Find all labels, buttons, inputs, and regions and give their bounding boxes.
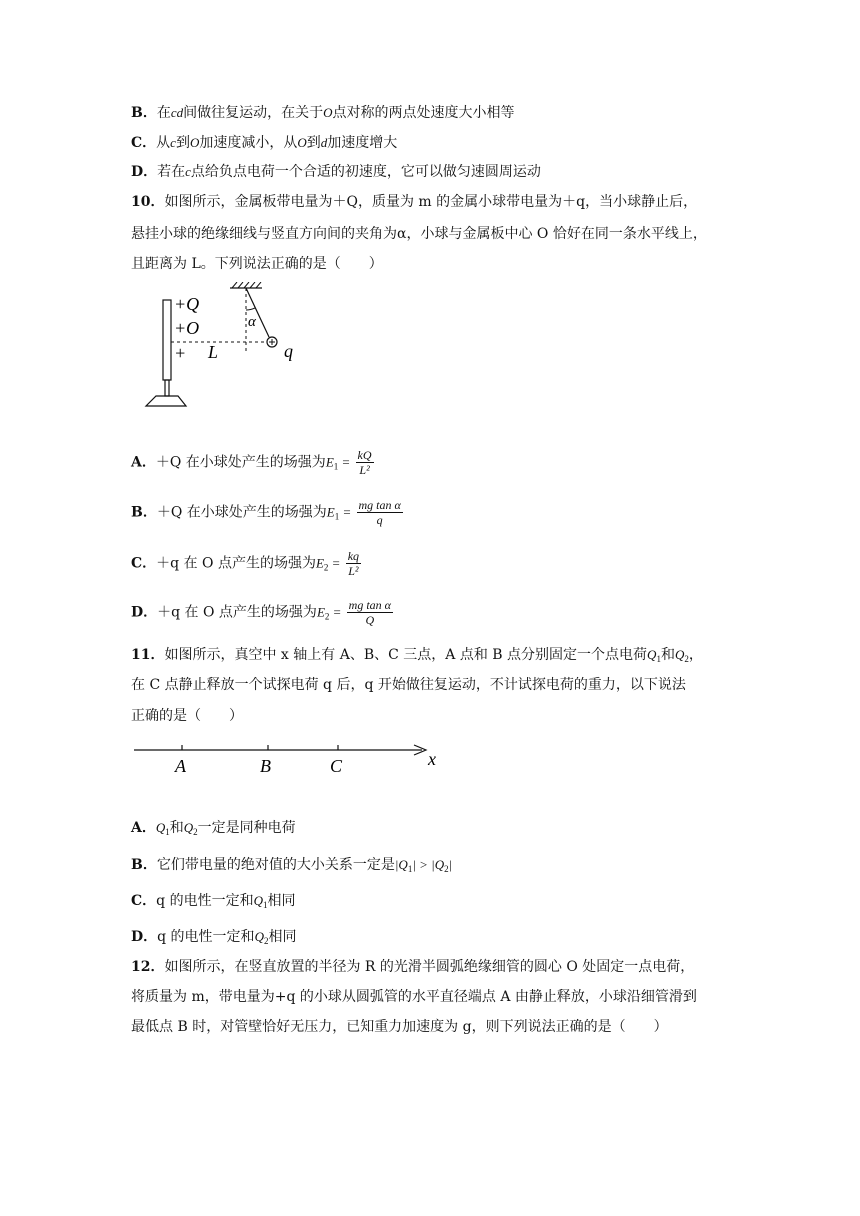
q11-option-c: C．q 的电性一定和$Q_1$相同: [131, 893, 296, 910]
text: 相同: [267, 893, 296, 909]
text: 在: [156, 105, 171, 121]
fraction: [356, 448, 374, 477]
q9-option-d: [131, 162, 541, 182]
label-plus-o: +O: [174, 318, 200, 338]
var: d: [320, 135, 328, 150]
denominator: q: [376, 513, 383, 527]
option-text: ＋Q 在小球处产生的场强为: [156, 504, 327, 521]
option-text: q 的电性一定和: [156, 893, 254, 909]
option-text: q 的电性一定和: [157, 929, 255, 945]
denominator: L²: [348, 564, 359, 578]
var: E: [326, 504, 335, 520]
label-plus: +: [174, 343, 187, 363]
numerator: mg tan α: [358, 498, 401, 512]
q12-line3: [131, 1017, 668, 1037]
question-text: 最低点 B 时，对管壁恰好无压力，已知重力加速度为 g，则下列说法正确的是（ ）: [131, 1019, 668, 1035]
option-letter: B．: [131, 504, 157, 521]
var: cd: [170, 105, 184, 120]
text: 若在: [157, 164, 186, 180]
fraction: [346, 549, 361, 578]
q10-option-c: C．＋q 在 O 点产生的场强为$E_2$ = $\frac{kq}{\text{L²}}$: [131, 549, 360, 578]
q11-line1: 11．如图所示，真空中 x 轴上有 A、B、C 三点，A 点和 B 点分别固定一个点电荷$Q_1$和$Q_2$，: [131, 647, 703, 664]
option-letter: C．: [131, 555, 157, 572]
text: 和: [660, 647, 675, 663]
option-letter: B．: [131, 857, 157, 873]
text: 到: [175, 135, 190, 151]
option-letter: D．: [131, 604, 158, 621]
text: 加速度增大: [327, 135, 398, 151]
q10-option-d: D．＋q 在 O 点产生的场强为$E_2$ = $\frac{\text{mg tan α}}{Q}$: [131, 598, 391, 627]
fraction: [347, 598, 393, 627]
var: E: [316, 604, 325, 620]
question-text: 如图所示，在竖直放置的半径为 R 的光滑半圆弧绝缘细管的圆心 O 处固定一点电荷，: [164, 959, 695, 975]
question-text: 且距离为 L。下列说法正确的是（ ）: [131, 256, 383, 272]
var: c: [170, 135, 176, 150]
angle-arc: [246, 308, 255, 310]
expr: | > |Q: [412, 857, 445, 872]
question-text: 将质量为 m，带电量为+q 的小球从圆弧管的水平直径端点 A 由静止释放，小球沿细管滑到: [131, 989, 697, 1005]
q9-option-c: [131, 133, 397, 153]
text: 相同: [268, 929, 297, 945]
label-A: A: [175, 756, 186, 776]
option-text: ＋q 在 O 点产生的场强为: [156, 555, 316, 572]
option-letter: A．: [131, 454, 156, 471]
numerator: kQ: [357, 448, 372, 462]
var: E: [315, 555, 324, 571]
option-letter: B．: [131, 105, 157, 121]
question-text: 如图所示，真空中 x 轴上有 A、B、C 三点，A 点和 B 点分别固定一个点电荷: [164, 647, 648, 663]
option-text: ＋q 在 O 点产生的场强为: [157, 604, 317, 621]
text: 间做往复运动，在关于: [183, 105, 324, 121]
question-text: 正确的是（ ）: [131, 708, 243, 724]
option-text: 它们带电量的绝对值的大小关系一定是: [156, 857, 395, 873]
plate-stand: [165, 380, 169, 396]
q11-axis-figure: [134, 738, 444, 778]
var: Q: [674, 647, 685, 662]
var: c: [185, 164, 191, 179]
var: O: [189, 135, 200, 150]
option-letter: D．: [131, 164, 158, 180]
expr: |: [448, 857, 453, 872]
var: Q: [647, 647, 657, 662]
q12-line2: [131, 987, 697, 1007]
var: O: [323, 105, 333, 120]
var: Q: [254, 929, 264, 944]
text: 加速度减小，从: [199, 135, 298, 151]
text: 和: [169, 820, 184, 836]
expr: |Q: [394, 857, 408, 872]
option-letter: C．: [131, 135, 157, 151]
q10-option-b: B．＋Q 在小球处产生的场强为$E_1$ = $\frac{\text{mg tan α}}{q}$: [131, 498, 401, 527]
question-text: 悬挂小球的绝缘细线与竖直方向间的夹角为α，小球与金属板中心 O 恰好在同一条水平线上，: [131, 226, 707, 242]
denominator: L²: [359, 463, 370, 477]
q11-option-b: B．它们带电量的绝对值的大小关系一定是$|Q_1| > |Q_2|$: [131, 857, 453, 874]
var: O: [297, 135, 307, 150]
option-letter: A．: [131, 820, 156, 836]
label-B: B: [260, 756, 271, 776]
text: ，: [688, 647, 703, 663]
q11-line3: [131, 706, 243, 726]
text: 点给负点电荷一个合适的初速度，它可以做匀速圆周运动: [190, 164, 541, 180]
var: E: [325, 454, 334, 470]
option-text: ＋Q 在小球处产生的场强为: [155, 454, 326, 471]
q11-option-d: D．q 的电性一定和$Q_2$相同: [131, 929, 297, 946]
q11-option-a: A．$Q_1$和$Q_2$一定是同种电荷: [131, 820, 296, 837]
ceiling-hatch: [232, 282, 261, 288]
plate-base: [146, 396, 186, 406]
text: 从: [156, 135, 171, 151]
numerator: mg tan α: [348, 598, 391, 612]
label-plus-q: +Q: [174, 294, 200, 314]
q9-option-b: [131, 103, 515, 123]
q10-line2: [131, 224, 707, 244]
var: Q: [155, 820, 166, 835]
label-alpha: α: [248, 314, 256, 330]
option-text: 一定是同种电荷: [197, 820, 296, 836]
metal-plate: [163, 300, 171, 380]
label-q: q: [284, 341, 293, 361]
text: 点对称的两点处速度大小相等: [332, 105, 515, 121]
subscript: 1: [333, 461, 339, 472]
subscript: 1: [334, 511, 340, 522]
q12-line1: [131, 957, 694, 977]
text: 到: [306, 135, 321, 151]
question-text: 如图所示，金属板带电量为＋Q，质量为 m 的金属小球带电量为＋q，当小球静止后，: [164, 194, 698, 210]
question-number: 10．: [131, 194, 165, 210]
question-number: 12．: [131, 959, 165, 975]
q10-line1: [131, 192, 697, 212]
label-C: C: [330, 756, 343, 776]
question-number: 11．: [131, 647, 165, 663]
option-letter: C．: [131, 893, 157, 909]
question-text: 在 C 点静止释放一个试探电荷 q 后，q 开始做往复运动，不计试探电荷的重力，以下说法: [131, 677, 686, 693]
label-x: x: [428, 749, 436, 769]
subscript: 2: [324, 611, 330, 622]
numerator: kq: [347, 549, 360, 563]
fraction: [357, 498, 403, 527]
subscript: 2: [323, 562, 329, 573]
q11-line2: [131, 675, 686, 695]
var: Q: [183, 820, 194, 835]
q10-figure: [138, 282, 308, 418]
denominator: Q: [365, 613, 375, 627]
q10-line3: [131, 254, 383, 274]
q10-option-a: A．＋Q 在小球处产生的场强为$E_1$ = $\frac{kQ}{\text{L²}}$: [131, 448, 372, 477]
var: Q: [253, 893, 263, 908]
label-L: L: [208, 342, 219, 362]
option-letter: D．: [131, 929, 158, 945]
